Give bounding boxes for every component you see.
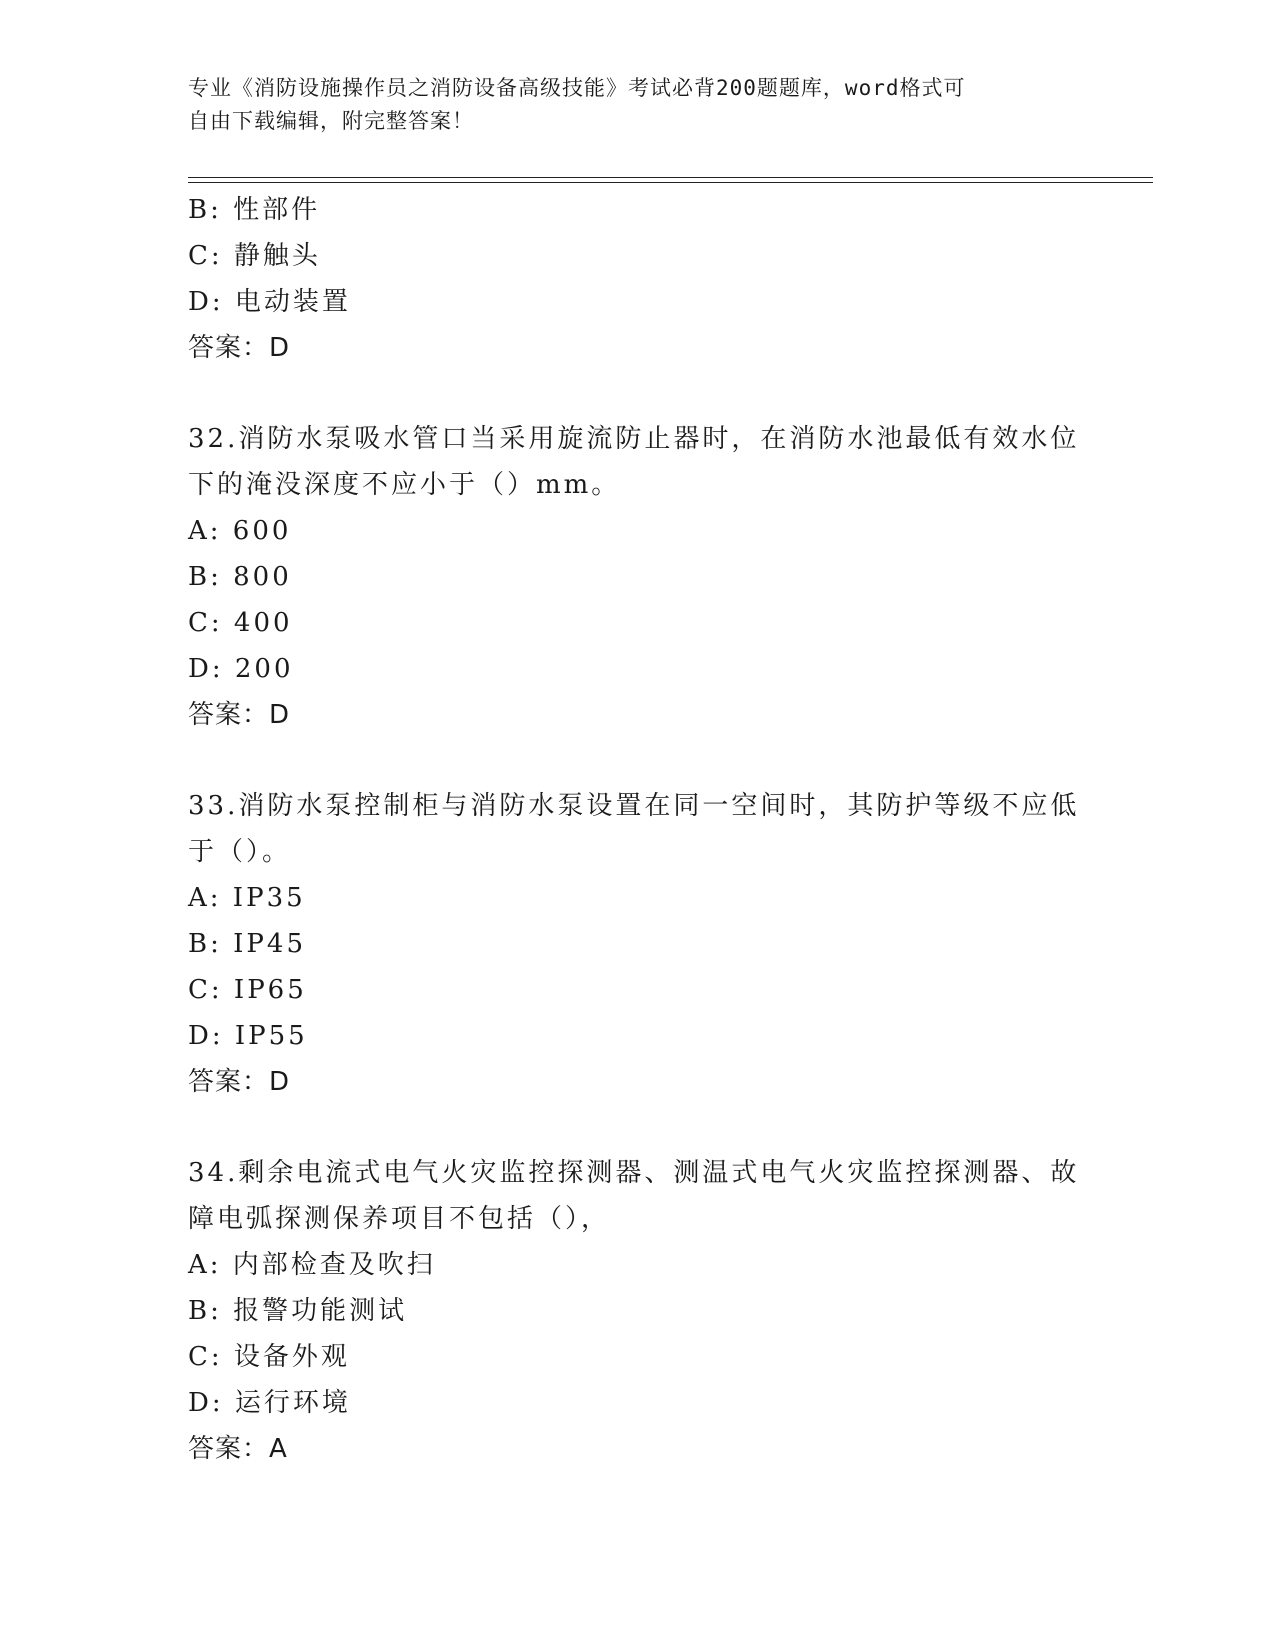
answer-line: 答案：D [188, 1067, 291, 1097]
question-list [188, 187, 1088, 1472]
document-header [188, 72, 1088, 138]
answer-line: 答案：D [188, 700, 291, 730]
header-divider-top [188, 177, 1153, 178]
question-text-line-1: 32.消防水泵吸水管口当采用旋流防止器时，在消防水池最低有效水位 [188, 424, 1080, 454]
answer-line: 答案：A [188, 1434, 288, 1464]
header-divider-bottom [188, 182, 1153, 183]
question-31-continued [188, 187, 1088, 371]
option-d: D: 200 [188, 654, 294, 684]
option-c: C: 400 [188, 608, 293, 638]
question-text-line-2: 下的淹没深度不应小于（）mm。 [188, 470, 621, 500]
option-a: A: IP35 [188, 883, 306, 913]
option-b: B: IP45 [188, 929, 306, 959]
option-b: B: 报警功能测试 [188, 1296, 408, 1326]
option-c: C: 静触头 [188, 241, 321, 271]
question-text-line-1: 33.消防水泵控制柜与消防水泵设置在同一空间时，其防护等级不应低 [188, 791, 1080, 821]
option-b: B: 800 [188, 562, 292, 592]
question-text-line-1: 34.剩余电流式电气火灾监控探测器、测温式电气火灾监控探测器、故 [188, 1158, 1080, 1188]
option-b: B: 性部件 [188, 195, 321, 225]
option-c: C: IP65 [188, 975, 307, 1005]
option-a: A: 内部检查及吹扫 [188, 1250, 436, 1280]
question-text-line-2: 障电弧探测保养项目不包括（）， [188, 1204, 611, 1234]
header-line-1: 专业《消防设施操作员之消防设备高级技能》考试必背200题题库，word格式可 [188, 76, 966, 100]
option-d: D: 电动装置 [188, 287, 351, 317]
option-a: A: 600 [188, 516, 292, 546]
option-d: D: IP55 [188, 1021, 308, 1051]
question-32 [188, 416, 1088, 738]
option-d: D: 运行环境 [188, 1388, 351, 1418]
question-34 [188, 1150, 1088, 1472]
answer-line: 答案：D [188, 333, 291, 363]
question-33 [188, 783, 1088, 1105]
header-line-2: 自由下载编辑，附完整答案！ [188, 109, 474, 133]
question-text-line-2: 于（）。 [188, 837, 292, 867]
option-c: C: 设备外观 [188, 1342, 350, 1372]
